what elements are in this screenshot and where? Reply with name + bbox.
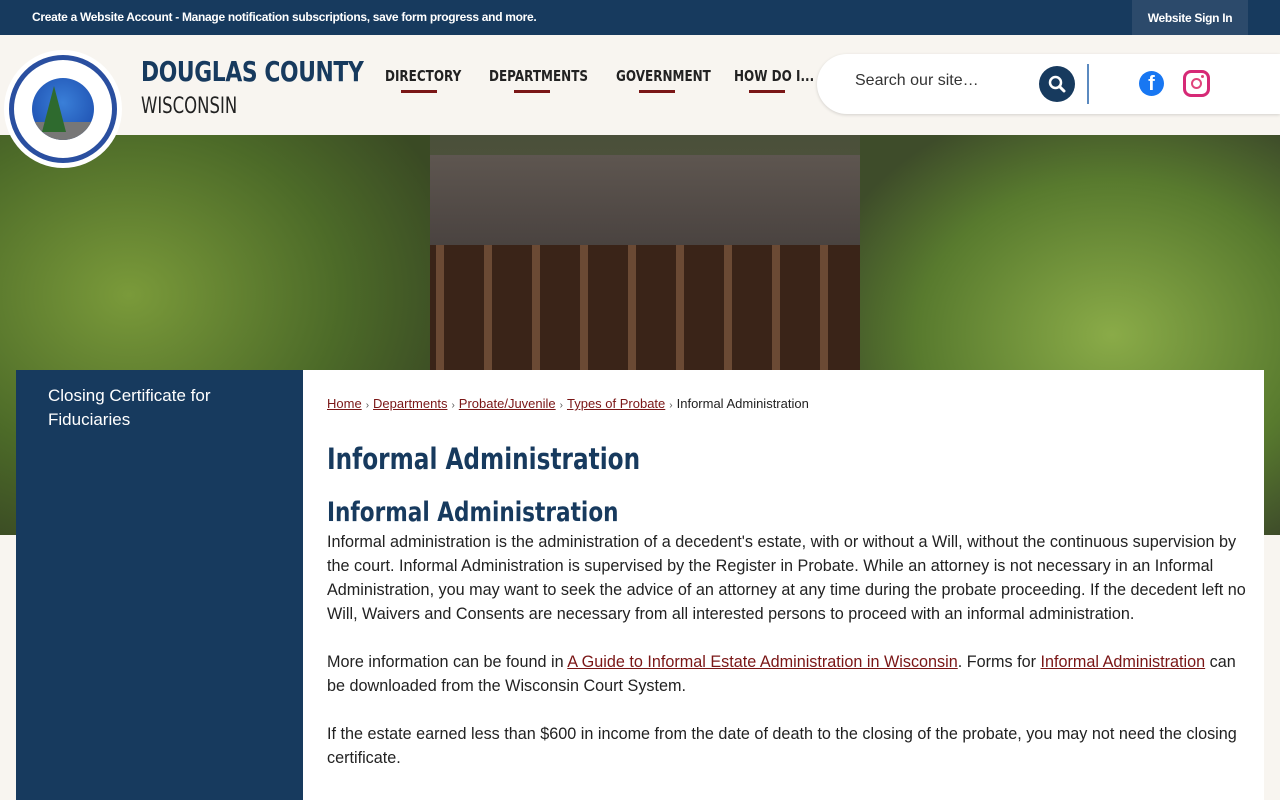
breadcrumb-departments[interactable]: Departments bbox=[373, 396, 448, 411]
create-account-link[interactable]: Create a Website Account - Manage notification subscriptions, save form progress and more. bbox=[32, 10, 537, 24]
text: More information can be found in bbox=[327, 653, 568, 671]
nav-underline bbox=[639, 90, 675, 93]
main-content bbox=[303, 370, 1264, 800]
nav-directory[interactable]: DIRECTORY bbox=[385, 67, 462, 85]
search-icon bbox=[1048, 75, 1066, 93]
paragraph-intro: Informal administration is the administration of a decedent's estate, with or without a Will, without the continuous supervision by the court. Informal Administration is supervised by the Register in Probate. While an attorney is not necessary in an Informal Administration, you may want to seek the advice of an attorney at any time during the probate proceeding. If the decedent left no Will, Waivers and Consents are necessary from all interested persons to proceed with an informal administration. bbox=[327, 533, 1246, 623]
seal-emblem bbox=[9, 55, 117, 163]
divider bbox=[1087, 64, 1089, 104]
search-box bbox=[817, 54, 1280, 114]
header bbox=[0, 35, 1280, 135]
breadcrumb-current: Informal Administration bbox=[676, 396, 809, 411]
facebook-icon[interactable]: f bbox=[1139, 71, 1164, 96]
brand-title[interactable]: DOUGLAS COUNTY bbox=[141, 55, 364, 88]
sign-in-button[interactable]: Website Sign In bbox=[1132, 0, 1248, 35]
brand-subtitle[interactable]: WISCONSIN bbox=[141, 94, 238, 119]
nav-underline bbox=[749, 90, 785, 93]
nav-how-do-i[interactable]: HOW DO I... bbox=[734, 67, 815, 85]
guide-link[interactable]: A Guide to Informal Estate Administration in Wisconsin bbox=[567, 653, 958, 671]
text: can be downloaded from the Wisconsin Court System. bbox=[327, 653, 1236, 695]
breadcrumb: Home › Departments › Probate/Juvenile › Types of Probate › Informal Administration bbox=[327, 396, 809, 411]
nav-departments[interactable]: DEPARTMENTS bbox=[489, 67, 589, 85]
nav-underline bbox=[401, 90, 437, 93]
sidebar bbox=[16, 370, 303, 800]
search-button[interactable] bbox=[1039, 66, 1075, 102]
section-title: Informal Administration bbox=[327, 497, 619, 528]
sidebar-item-closing-certificate[interactable]: Closing Certificate for Fiduciaries bbox=[48, 386, 211, 429]
page-title: Informal Administration bbox=[327, 442, 641, 476]
nav-government[interactable]: GOVERNMENT bbox=[616, 67, 711, 85]
breadcrumb-types-of-probate[interactable]: Types of Probate bbox=[566, 396, 666, 411]
county-seal-logo[interactable] bbox=[4, 50, 122, 168]
paragraph-more-info bbox=[327, 650, 1247, 698]
paragraph-closing-certificate: If the estate earned less than $600 in income from the date of death to the closing of the probate, you may not need the closing certificate. bbox=[327, 725, 1237, 767]
forms-link[interactable]: Informal Administration bbox=[1040, 653, 1206, 671]
article-body bbox=[327, 530, 1247, 794]
nav-underline bbox=[514, 90, 550, 93]
breadcrumb-probate-juvenile[interactable]: Probate/Juvenile bbox=[458, 396, 556, 411]
breadcrumb-home[interactable]: Home bbox=[327, 396, 362, 411]
search-input[interactable] bbox=[855, 72, 1035, 90]
text: . Forms for bbox=[957, 653, 1041, 671]
top-bar bbox=[0, 0, 1280, 35]
instagram-icon[interactable] bbox=[1183, 70, 1210, 97]
